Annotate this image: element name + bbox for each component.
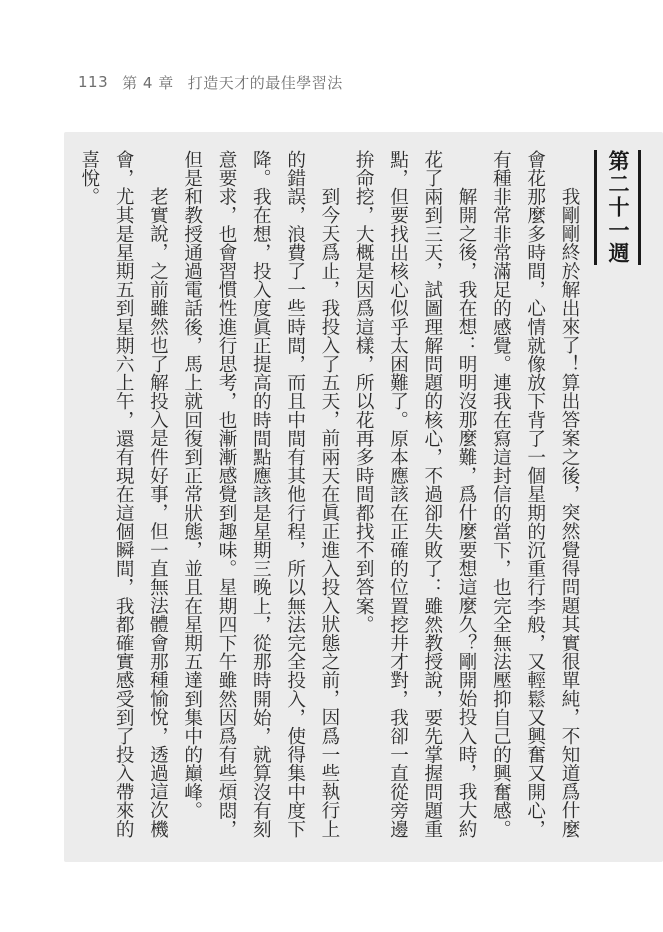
page-number: 113 [78,73,109,91]
chapter-label: 第 4 章 [122,73,174,92]
paragraph: 我剛剛終於解出來了！算出答案之後，突然覺得問題其實很單純，不知道爲什麼會花那麼多時間，心情就像放下背了一個星期的沉重行李般，又輕鬆又興奮又開心，有種非常非常滿足的感覺。連我在寫這封信的當下，也完全無法壓抑自己的興奮感。 [490,150,580,839]
paragraph: 老實說，之前雖然也了解投入是件好事，但一直無法體會那種愉悅，透過這次機會，尤其是星期五到星期六上午，還有現在這個瞬間，我都確實感受到了投入帶來的喜悅。 [78,150,169,839]
paragraph: 到今天爲止，我投入了五天，前兩天在眞正進入投入狀態之前，因爲一些執行上的錯誤，浪費了一些時間，而且中間有其他行程，所以無法完全投入，使得集中度下降。我在想，投入度眞正提高的時間點應該是星期三晚上，從那時開始，就算沒有刻意要求，也會習慣性進行思考，也漸漸感覺到趣味。星期四下午雖然因爲有些煩悶，但是和教授通過電話後，馬上就回復到正常狀態，並且在星期五達到集中的巔峰。 [181,150,340,839]
paragraph: 解開之後，我在想：明明沒那麼難，爲什麼要想這麼久？剛開始投入時，我大約花了兩到三天，試圖理解問題的核心，不過卻失敗了：雖然教授說，要先掌握問題重點，但要找出核心似乎太困難了。原本應該在正確的位置挖井才對，我卻一直從旁邊拚命挖，大概是因爲這樣，所以花再多時間都找不到答案。 [353,150,478,839]
chapter-title: 打造天才的最佳學習法 [187,73,343,92]
running-header [78,68,343,96]
vertical-text-body [72,150,641,850]
week-title: 第二十一週 [594,150,641,265]
